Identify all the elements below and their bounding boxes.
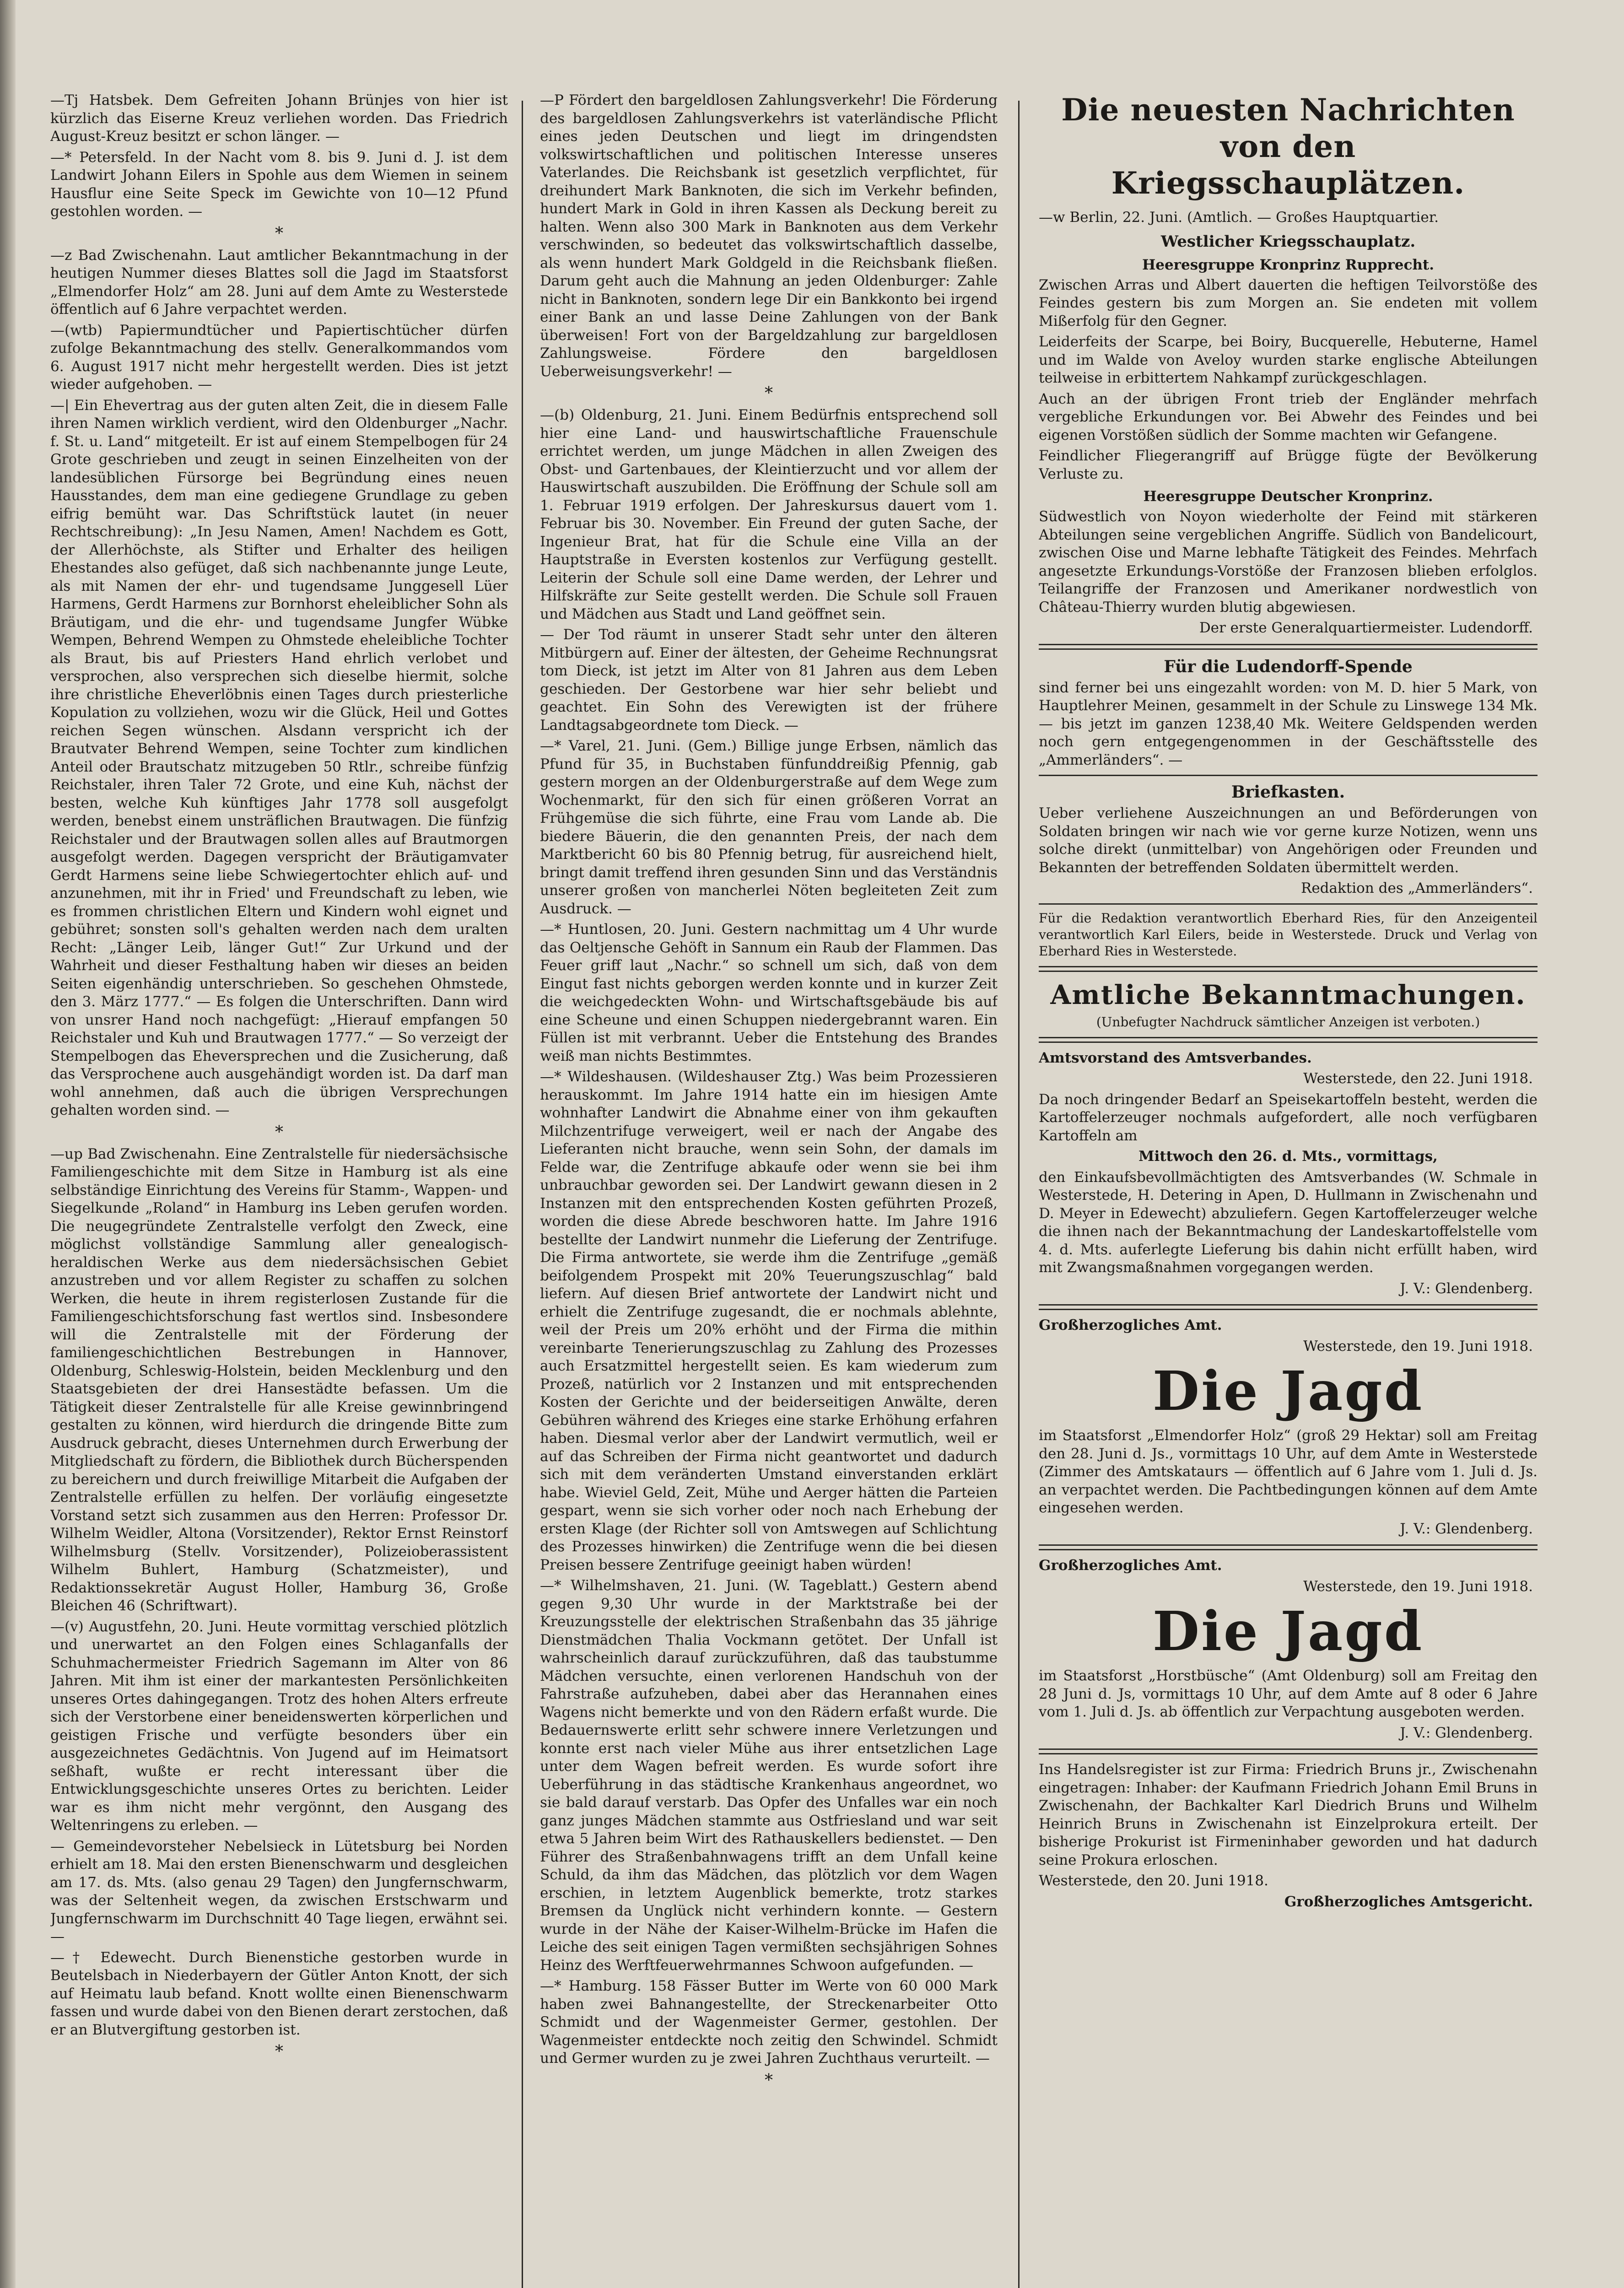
article-bienenschwarm: — Gemeindevorsteher Nebelsieck in Lütetsburg bei Norden erhielt am 18. Mai den ersten Bienenschwarm und desgleichen am 17. ds. Mts. (also genau 29 Tagen) den Jungfernschwarm, was der Seltenheit wegen, da zwischen Erstschwarm und Jungfernschwarm im Durchschnitt 40 Tage liegen, erwähnt sei. — [50,1838,508,1945]
notice-3-heading: Großherzogliches Amt. [1039,1557,1222,1574]
column-1 [50,92,508,2288]
separator-star: * [765,384,773,403]
column-3 [1039,92,1538,2288]
war-news-headline: Die neuesten Nachrichten von den Kriegsschauplätzen. [1061,92,1515,201]
article-bargeldlos: —P Fördert den bargeldlosen Zahlungsverkehr! Die Förderung des bargeldlosen Zahlungsverkehrs ist vaterländische Pflicht eines jeden Deutschen und liegt im dringendsten volkswirtschaftlichen und politischen Interesse unseres Vaterlandes. Die Reichsbank ist gesetzlich verpflichtet, für dreihundert Mark Banknoten, die sich im Verkehr befinden, hundert Mark in Gold in ihren Kassen als Deckung bereit zu halten. Wenn also 300 Mark in Banknoten aus dem Verkehr verschwinden, so bedeutet das volkswirtschaftlich dasselbe, als wenn hundert Mark Goldgeld in die Reichsbank fließen. Darum geht auch die Mahnung an jeden Oldenburger: Zahle nicht in Banknoten, sondern lege Dir ein Bankkonto bei irgend einer Bank an und lasse Deine Zahlungen von der Bank überweisen! Fort von der Bargeldzahlung zur bargeldlosen Zahlungsweise. Fördere den bargeldlosen Ueberweisungsverkehr! — [540,92,998,380]
column-2 [540,92,998,2288]
notice-3-signature: J. V.: Glendenberg. [1400,1724,1533,1741]
article-augustfehn: —(v) Augustfehn, 20. Juni. Heute vormittag verschied plötzlich und unerwartet an den Folgen eines Schlaganfalls der Schuhmachermeister Friedrich Sagemann im Alter von 86 Jahren. Mit ihm ist einer der markantesten Persönlichkeiten unseres Ortes dahingegangen. Trotz des hohen Alters erfreute sich der Verstorbene einer beneidenswerten körperlichen und geistigen Frische und verfügte besonders über ein ausgezeichnetes Gedächtnis. Von Jugend auf im Heimatsort seßhaft, wußte er recht interessant über die Entwicklungsgeschichte unseres Ortes zu berichten. Leider war es ihm nicht mehr vergönnt, den Ausgang des Weltenringens zu erleben. — [50,1618,508,1834]
army-group-crown-prince: Heeresgruppe Deutscher Kronprinz. [1143,488,1433,505]
article-ehevertrag: —| Ein Ehevertrag aus der guten alten Zeit, die in diesem Falle ihren Namen wirklich verdient, wird den Oldenburger „Nachr. f. St. u. Land“ mitgeteilt. Er ist auf einem Stempelbogen für 24 Grote geschrieben und zeugt in seinen Einzelheiten von der landesüblichen Fürsorge bei Begründung eines neuen Hausstandes, dem man eine gediegene Grundlage zu geben eifrig bemüht war. Das Schriftstück lautet (in neuer Rechtschreibung): „In Jesu Namen, Amen! Nachdem es Gott, der Allerhöchste, als Stifter und Erhalter des heiligen Ehestandes also gefüget, daß sich nachbenannte junge Leute, als mit Namen der ehr- und tugendsame Junggesell Lüer Harmens, Gerdt Harmens zur Bornhorst eheleiblicher Sohn als Bräutigam, und die ehr- und tugendsame Jungfer Wübke Wempen, Behrend Wempen zu Ohmstede eheleibliche Tochter als Braut, bis auf Priesters Hand ehrlich verlobet und versprochen, also versprechen sich dieselbe hiermit, solche ihre christliche Eheverlöbnis einen Tages durch priesterliche Kopulation zu vollziehen, wozu wir die Glück, Heil und Gottes reichen Segen wünschen. Alsdann verspricht ich der Brautvater Behrend Wempen, seine Tochter zum kindlichen Anteil oder Brautschatz mitzugeben 50 Rtlr., schreibe fünfzig Reichstaler, ihren Taler 72 Grote, und eine Kuh, nächst der besten, welche Kuh künftiges Jahr 1778 soll ausgefolgt werden, benebst einem unsträflichen Brautwagen. Die fünfzig Reichstaler und der Brautwagen sollen alles auf Brautmorgen ausgefolgt werden. Dagegen verspricht der Bräutigamvater Gerdt Harmens seine liebe Schwiegertochter ehlich auf- und anzunehmen, mit ihr in Fried' und Freundschaft zu leben, wie es frommen christlichen Eltern und Kindern wohl eignet und gebühret; sonsten soll's gehalten werden nach dem uralten Recht: „Länger Leib, länger Gut!“ Zur Urkund und der Wahrheit und dieser Festhaltung haben wir dieses an beiden Seiten eigenhändig unterschrieben. So geschehen Ohmstede, den 3. März 1777.“ — Es folgen die Unterschriften. Dann wird von unsrer Hand noch nachgefügt: „Hierauf empfangen 50 Reichstaler und Kuh und Brautwagen 1777.“ — So verzeigt der Stempelbogen das Eheversprechen und die Zusicherung, daß das Versprochene auch ausgehändigt worden ist. Da darf man wohl annehmen, daß auch die übrigen Versprechungen gehalten worden sind. — [50,397,508,1118]
article-huntlosen: —* Huntlosen, 20. Juni. Gestern nachmittag um 4 Uhr wurde das Oeltjensche Gehöft in Sannum ein Raub der Flammen. Das Feuer griff laut „Nachr.“ so schnell um sich, daß von dem Eingut fast nichts geborgen werden konnte und in kurzer Zeit die weichgedeckten Wohn- und Wirtschaftsgebäude bis auf eine Scheune und einen Schuppen niedergebrannt waren. Ein Füllen ist mit verbrannt. Ueber die Entstehung des Brandes weiß man nichts Bestimmtes. [540,921,998,1064]
article-bad-zwischenahn-jagd: —z Bad Zwischenahn. Laut amtlicher Bekanntmachung in der heutigen Nummer dieses Blattes soll die Jagd im Staatsforst „Elmendorfer Holz“ am 28. Juni auf dem Amte zu Westerstede öffentlich auf 6 Jahre verpachtet werden. [50,247,508,318]
section-divider [1039,1748,1538,1754]
section-divider [1039,903,1538,905]
war-report-signature: Der erste Generalquartiermeister. Ludendorff. [1199,620,1533,636]
separator-star: * [765,2071,773,2090]
notice-4-text: Ins Handelsregister ist zur Firma: Friedrich Bruns jr., Zwischenahn eingetragen: Inhaber: der Kaufmann Friedrich Johann Emil Bruns in Zwischenahn, der Bachkalter Karl Diedrich Bruns und Wilhelm Heinrich Bruns in Zwischenahn ist Einzelprokura erteilt. Der bisherige Prokurist ist Firmeninhaber geworden und hat dadurch seine Prokura erloschen. [1039,1761,1538,1868]
ludendorff-spende-heading: Für die Ludendorff-Spende [1164,657,1413,676]
notice-1-text: Da noch dringender Bedarf an Speisekartoffeln besteht, werden die Kartoffelerzeuger nochmals aufgefordert, alle noch verfügbaren Kartoffeln am [1039,1091,1538,1144]
separator-star: * [275,1122,283,1142]
column-rule [1018,101,1020,2288]
western-front-heading: Westlicher Kriegsschauplatz. [1160,232,1416,251]
briefkasten-signature: Redaktion des „Ammerländers“. [1301,880,1533,896]
section-divider [1039,1037,1538,1043]
article-familiengeschichte: —up Bad Zwischenahn. Eine Zentralstelle für niedersächsische Familiengeschichte mit dem Sitze in Hamburg ist als eine selbständige Einrichtung des Vereins für Stamm-, Wappen- und Siegelkunde „Roland“ in Hamburg ins Leben gerufen worden. Die neugegründete Zentralstelle verfolgt den Zweck, eine möglichst vollständige Sammlung aller genealogisch-heraldischen Werke aus dem niedersächsischen Gebiet anzustreben und vor allem Register zu schaffen zu solchen Werken, die heute in ihrem registerlosen Zustande für die Familiengeschichtsforschung fast wertlos sind. Insbesondere will die Zentralstelle mit der Förderung der familiengeschichtlichen Bestrebungen in Hannover, Oldenburg, Schleswig-Holstein, beiden Mecklenburg und den Staatsgebieten der drei Hansestädte befassen. Um die Tätigkeit dieser Zentralstelle für alle Kreise gewinnbringend gestalten zu können, wird hierdurch die dringende Bitte zum Ausdruck gebracht, dieses Unternehmen durch Erwerbung der Mitgliedschaft zu fördern, die Bibliothek durch Bücherspenden zu bereichern und durch freiwillige Mitarbeit die Aufgaben der Zentralstelle erfüllen zu helfen. Der vorläufig eingesetzte Vorstand setzt sich zusammen aus den Herren: Professor Dr. Wilhelm Weidler, Altona (Vorsitzender), Rektor Ernst Reinstorf Wilhelmsburg (Stellv. Vorsitzender), Polizeioberassistent Wilhelm Buhlert, Hamburg (Schatzmeister), und Redaktionssekretär August Holler, Hamburg 36, Große Bleichen 46 (Schriftwart). [50,1145,508,1614]
war-report-2: Leiderfeits der Scarpe, bei Boiry, Bucquerelle, Hebuterne, Hamel und im Walde von Aveloy wurden starke englische Abteilungen teilweise in erbittertem Nahkampf zurückgeschlagen. [1039,334,1538,386]
article-oldenburg-frauenschule: —(b) Oldenburg, 21. Juni. Einem Bedürfnis entsprechend soll hier eine Land- und hauswirtschaftliche Frauenschule errichtet werden, um junge Mädchen in allen Zweigen des Obst- und Gartenbaues, der Kleintierzucht und vor allem der Hauswirtschaft auszubilden. Die Eröffnung der Schule soll am 1. Februar 1919 erfolgen. Der Jahreskursus dauert vom 1. Februar bis 30. November. Ein Freund der guten Sache, der Ingenieur Brat, hat für die Schule eine Villa an der Hauptstraße in Eversten kostenlos zur Verfügung gestellt. Leiterin der Schule soll eine Dame werden, der Lehrer und Hilfskräfte zur Seite gestellt werden. Die Schule soll Frauen und Mädchen aus Stadt und Land geöffnet sein. [540,407,998,622]
notice-2-heading: Großherzogliches Amt. [1039,1317,1222,1333]
section-divider [1039,1544,1538,1550]
notice-3-date: Westerstede, den 19. Juni 1918. [1303,1578,1533,1595]
notice-3-title: Die Jagd [1152,1599,1424,1663]
page-edge-shadow [0,0,16,2288]
notice-1-date-bold: Mittwoch den 26. d. Mts., vormittags, [1138,1148,1438,1165]
official-notices-heading: Amtliche Bekanntmachungen. [1050,979,1526,1010]
war-report-4: Feindlicher Fliegerangriff auf Brügge fügte der Bevölkerung Verluste zu. [1039,448,1538,482]
ludendorff-spende-text: sind ferner bei uns eingezahlt worden: von M. D. hier 5 Mark, von Hauptlehrer Meinen, gesammelt in der Schule zu Linswege 134 Mk. — bis jetzt im ganzen 1238,40 Mk. Weitere Geldspenden werden noch gern entgegengenommen in der Geschäftsstelle des „Ammerländers“. — [1039,679,1538,768]
briefkasten-text: Ueber verliehene Auszeichnungen an und Beförderungen von Soldaten bringen wir nach wie vor gerne kurze Notizen, wenn uns solche direkt (unmittelbar) von Angehörigen oder Freunden und Bekannten der betreffenden Soldaten übermittelt werden. [1039,805,1538,876]
war-report-5: Südwestlich von Noyon wiederholte der Feind mit stärkeren Abteilungen seine vergeblichen Angriffe. Südlich von Bandelicourt, zwischen Oise und Marne lebhafte Tätigkeit des Feindes. Mehrfach angesetzte Erkundungs-Vorstöße der Franzosen blieben erfolglos. Teilangriffe der Franzosen und Amerikaner nordwestlich von Château-Thierry wurden blutig abgewiesen. [1039,508,1538,615]
army-group-rupprecht: Heeresgruppe Kronprinz Rupprecht. [1142,256,1435,273]
column-rule [522,101,523,2288]
war-dateline: —w Berlin, 22. Juni. (Amtlich. — Großes Hauptquartier. [1039,209,1439,226]
official-notices-subheading: (Unbefugter Nachdruck sämtlicher Anzeigen ist verboten.) [1096,1014,1480,1030]
section-divider [1039,775,1538,776]
imprint: Für die Redaktion verantwortlich Eberhard Ries, für den Anzeigenteil verantwortlich Karl Eilers, beide in Westerstede. Druck und Verlag von Eberhard Ries in Westerstede. [1039,910,1538,959]
article-petersfeld: —* Petersfeld. In der Nacht vom 8. bis 9. Juni d. J. ist dem Landwirt Johann Eilers in Spohle aus dem Wiemen in seinem Hausflur eine Seite Speck im Gewichte von 10—12 Pfund gestohlen worden. — [50,149,508,220]
notice-2-title: Die Jagd [1152,1359,1424,1423]
article-hatsbek: —Tj Hatsbek. Dem Gefreiten Johann Brünjes von hier ist kürzlich das Eiserne Kreuz verliehen worden. Das Friedrich August-Kreuz besitzt er schon länger. — [50,92,508,145]
briefkasten-heading: Briefkasten. [1231,782,1345,802]
section-divider [1039,1304,1538,1310]
article-papiermundtuecher: —(wtb) Papiermundtücher und Papiertischtücher dürfen zufolge Bekanntmachung des stellv. Generalkommandos vom 6. August 1917 nicht mehr hergestellt werden. Dies ist jetzt wieder aufgehoben. — [50,322,508,393]
war-report-3: Auch an der übrigen Front trieb der Engländer mehrfach vergebliche Erkundungen vor. Bei Abwehr des Feindes und bei eigenen Vorstößen südlich der Somme machten wir Gefangene. [1039,390,1538,443]
article-tom-dieck: — Der Tod räumt in unserer Stadt sehr unter den älteren Mitbürgern auf. Einer der ältesten, der Geheime Rechnungsrat tom Dieck, ist jetzt im Alter von 81 Jahren aus dem Leben geschieden. Der Gestorbene war hier sehr beliebt und geachtet. Ein Sohn des Verewigten ist der frühere Landtagsabgeordnete tom Dieck. — [540,626,998,734]
notice-2-signature: J. V.: Glendenberg. [1400,1520,1533,1537]
section-divider [1039,966,1538,972]
article-varel: —* Varel, 21. Juni. (Gem.) Billige junge Erbsen, nämlich das Pfund für 35, in Buchstaben fünfunddreißig Pfennig, gab gestern morgen an der Oldenburgerstraße auf dem Wege zum Wochenmarkt, für den sich für einen größeren Vorrat an Frühgemüse die sich führte, eine Frau vom Lande ab. Die biedere Bäuerin, die den genannten Preis, der nach dem Marktbericht 60 bis 80 Pfennig betrug, für ausreichend hielt, bringt damit treffend ihren gesunden Sinn und das Verständnis unserer großen von mancherlei Nöten begleiteten Zeit zum Ausdruck. — [540,738,998,917]
article-edewecht: —† Edewecht. Durch Bienenstiche gestorben wurde in Beutelsbach in Niederbayern der Gütler Anton Knott, der sich auf Heimatu laub befand. Knott wollte einen Bienenschwarm fassen und wurde dabei von den Bienen derart zerstochen, daß er an Blutvergiftung gestorben ist. [50,1949,508,2038]
separator-star: * [275,224,283,243]
section-divider [1039,644,1538,650]
notice-1-text-b: den Einkaufsbevollmächtigten des Amtsverbandes (W. Schmale in Westerstede, H. Detering in Apen, D. Hullmann in Zwischenahn und D. Meyer in Edewecht) abzuliefern. Gegen Kartoffelerzeuger welche die ihnen nach der Bekanntmachung der Landeskartoffelstelle vom 4. d. Mts. auferlegte Lieferung bis dahin nicht erfüllt haben, wird mit Zwangsmaßnahmen vorgegangen werden. [1039,1169,1538,1276]
notice-1-heading: Amtsvorstand des Amtsverbandes. [1039,1049,1312,1066]
separator-star: * [275,2042,283,2061]
notice-3-text: im Staatsforst „Horstbüsche“ (Amt Oldenburg) soll am Freitag den 28 Juni d. Js, vormittags 10 Uhr, auf dem Amte auf 8 oder 6 Jahre vom 1. Juli d. Js. ab öffentlich zur Verpachtung ausgeboten werden. [1039,1667,1538,1720]
article-wilhelmshaven: —* Wilhelmshaven, 21. Juni. (W. Tageblatt.) Gestern abend gegen 9,30 Uhr wurde in der Marktstraße bei der Kreuzungsstelle der elektrischen Straßenbahn das 35 jährige Dienstmädchen Thalia Vockmann getötet. Der Unfall ist wahrscheinlich darauf zurückzuführen, daß das taubstumme Mädchen versuchte, einen verlorenen Handschuh von der Fahrstraße aufzuheben, dabei aber das Herannahen eines Wagens nicht bemerkte und von den Rädern erfaßt wurde. Die Bedauernswerte erlitt sehr schwere innere Verletzungen und konnte erst nach vieler Mühe aus ihrer entsetzlichen Lage unter dem Wagen befreit werden. Es wurde sofort ihre Ueberführung in das städtische Krankenhaus angeordnet, wo sie bald darauf verstarb. Das Opfer des Unfalles war ein noch ganz junges Mädchen stammte aus Ostfriesland und war seit etwa 5 Jahren beim Wirt des Rathauskellers bedienstet. — Den Führer des Straßenbahnwagens trifft an dem Unfall keine Schuld, da ihm das Mädchen, das plötzlich vor dem Wagen erschien, in letztem Augenblick bemerkte, trotz starkes Bremsen da Unglück nicht verhindern konnte. — Gestern wurde in der Nähe der Kaiser-Wilhelm-Brücke im Hafen die Leiche des seit einigen Tagen vermißten sechsjährigen Sohnes Heinz des Werftfeuerwehrmannes Schwoon aufgefunden. — [540,1577,998,1974]
article-wildeshausen: —* Wildeshausen. (Wildeshauser Ztg.) Was beim Prozessieren herauskommt. Im Jahre 1914 hatte ein im hiesigen Amte wohnhafter Landwirt die Abnahme einer von ihm gekauften Milchzentrifuge verweigert, weil er nach der Angabe des Lieferanten nicht brauche, wenn sein Sohn, der damals im Felde war, die Zentrifuge abkaufe oder wenn sie bei ihm unbrauchbar geworden sei. Der Landwirt gewann diesen in 2 Instanzen mit den entsprechenden Kosten geführten Prozeß, worden die diese Abrede beschworen hatte. Im Jahre 1916 bestellte der Landwirt nunmehr die Lieferung der Zentrifuge. Die Firma antwortete, sie werde ihm die Zentrifuge „gemäß beifolgendem Prospekt mit 20% Teuerungszuschlag“ bald liefern. Auf diesen Brief antwortete der Landwirt nicht und erhielt die Zentrifuge zugesandt, die er nochmals ablehnte, weil der Preis um 20% erhöht und der Firma die mithin vereinbarte Tenerierungszuschlag zu Zahlung des Prozesses auch Ersatzmittel hergestellt seien. Es kam wiederum zum Prozeß, natürlich vor 2 Instanzen und mit entsprechenden Kosten der Gerichte und der beiderseitigen Anwälte, deren Gebühren während des Krieges eine starke Erhöhung erfahren haben. Diesmal verlor aber der Landwirt vermutlich, weil er auf das Schreiben der Firma nicht geantwortet und dadurch sich mit dem veränderten Umstand einverstanden erklärt habe. Wieviel Geld, Zeit, Mühe und Aerger hätten die Parteien gespart, wenn sie sich vorher oder noch nach Erhebung der ersten Klage (der Richter soll von Amtswegen auf Schlichtung des Prozesses hinwirken) die Zentrifuge wenn die bei diesen Preisen bessere Zentrifuge geeinigt haben würden! [540,1068,998,1573]
notice-2-text: im Staatsforst „Elmendorfer Holz“ (groß 29 Hektar) soll am Freitag den 28. Juni d. Js., vormittags 10 Uhr, auf dem Amte in Westerstede (Zimmer des Amtskataurs — öffentlich auf 6 Jahre vom 1. Juli d. Js. an verpachtet werden. Die Pachtbedingungen können auf dem Amte eingesehen werden. [1039,1427,1538,1516]
notice-1-date: Westerstede, den 22. Juni 1918. [1303,1070,1533,1087]
article-hamburg: —* Hamburg. 158 Fässer Butter im Werte von 60 000 Mark haben zwei Bahnangestellte, der Streckenarbeiter Otto Schmidt und der Wagenmeister Germer, gestohlen. Der Wagenmeister entdeckte noch zeitig den Schwindel. Schmidt und Germer wurden zu je zwei Jahren Zuchthaus verurteilt. — [540,1978,998,2067]
notice-4-date: Westerstede, den 20. Juni 1918. [1039,1872,1268,1889]
notice-2-date: Westerstede, den 19. Juni 1918. [1303,1338,1533,1354]
war-report-1: Zwischen Arras und Albert dauerten die heftigen Teilvorstöße des Feindes gestern bis zum Morgen an. Sie endeten mit vollem Mißerfolg für den Gegner. [1039,276,1538,329]
notice-4-signature: Großherzogliches Amtsgericht. [1284,1893,1533,1910]
notice-1-signature: J. V.: Glendenberg. [1400,1280,1533,1297]
